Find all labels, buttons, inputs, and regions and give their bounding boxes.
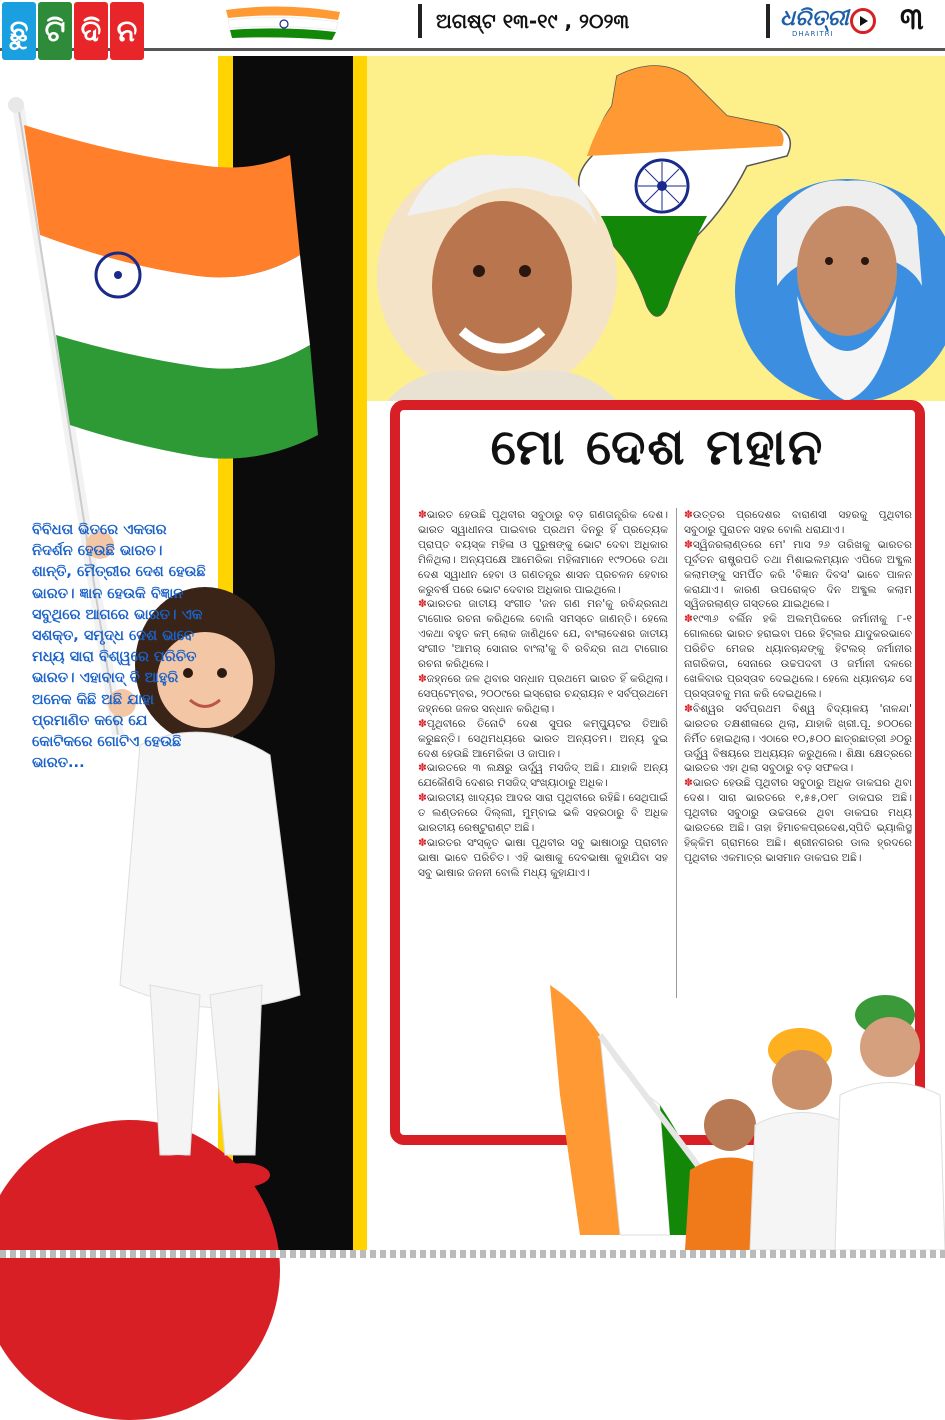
column-divider: [676, 508, 677, 998]
article-column-right: [684, 508, 912, 866]
article-paragraph: ✽ଭାରତ ହେଉଛି ପୃଥିବୀର ସବୁଠାରୁ ଅଧିକ ଡାକଘର ଥିବା ଦେଶ। ସାରା ଭାରତରେ ୧,୫୫,୦୧୮ ଡାକଘର ଅଛି। ପୃଥିବୀର ସବୁଠାରୁ ଉଚ୍ଚତାରେ ଥିବା ଡାକଘର ମଧ୍ୟ ଭାରତରେ ଅଛି। ତାହା ହିମାଚଳପ୍ରଦେଶ,ସ୍ପିତି ଭ୍ୟାଲିସ୍ଥ ହିକ୍କିମ ଗ୍ରାମରେ ଅଛି। ଶ୍ରୀନଗରର ଡାଲ ହ୍ରଦରେ ପୃଥିବୀର ଏକମାତ୍ର ଭାସମାନ ଡାକଘର ଅଛି।: [684, 777, 912, 864]
paper-logo: ଧରିତ୍ରୀ: [780, 6, 849, 31]
flower-bullet-icon: ✽: [684, 702, 693, 715]
page-header: [0, 0, 945, 51]
flower-bullet-icon: ✽: [418, 717, 427, 730]
decorative-yellow-band: [353, 56, 367, 1258]
brand-letter: ଦି: [74, 2, 108, 60]
article-paragraph: ✽ବିଶ୍ୱର ସର୍ବପ୍ରଥମ ବିଶ୍ୱ ବିଦ୍ୟାଳୟ 'ନାଳନ୍ଦା' ଭାରତର ତକ୍ଷଶୀଳାରେ ଥିଲା, ଯାହାକି ଖ୍ରୀ.ପୂ. ୭୦୦ରେ ନିର୍ମିତ ହୋଇଥିଲା। ଏଠାରେ ୧୦,୫୦୦ ଛାତ୍ରଛାତ୍ରୀ ୬୦ରୁ ଊର୍ଦ୍ଧ୍ୱ ବିଷୟରେ ଅଧ୍ୟୟନ କରୁଥିଲେ। ଶିକ୍ଷା କ୍ଷେତ୍ରରେ ଭାରତର ଏହା ଥିଲା ସବୁଠାରୁ ବଡ଼ ସଫଳତା।: [684, 702, 912, 775]
article-paragraph: ✽ଭାରତର ଜାତୀୟ ସଂଗୀତ 'ଜନ ଗଣ ମନ'କୁ ରବିନ୍ଦ୍ରନାଥ ଟାଗୋର ରଚନା କରିଥିଲେ ବୋଲି ସମସ୍ତେ ଜାଣନ୍ତି। ହେଲେ ଏକଥା ବହୁତ କମ୍ ଲୋକ ଜାଣିଥିବେ ଯେ, ବାଂଲାଦେଶର ଜାତୀୟ ସଂଗୀତ 'ଆମର୍ ସୋନାର ବାଂଲା'କୁ ବି ରବିନ୍ଦ୍ର ନାଥ ଟାଗୋର ରଚନା କରିଥିଲେ।: [418, 598, 668, 671]
bottom-border-strip: [0, 1250, 945, 1258]
flower-bullet-icon: ✽: [418, 672, 427, 685]
article-paragraph: ✽ଉତ୍ତର ପ୍ରଦେଶର ବାରାଣସୀ ସହରକୁ ପୃଥିବୀର ସବୁଠାରୁ ପୁରାତନ ସହର ବୋଲି ଧରାଯାଏ।: [684, 509, 912, 536]
flower-bullet-icon: ✽: [418, 509, 427, 521]
flower-bullet-icon: ✽: [684, 509, 693, 521]
paper-logo-sub: DHARITRI: [792, 30, 834, 38]
children-with-flag-illustration: [540, 975, 945, 1250]
side-quote: ବିବିଧତା ଭିତରେ ଏକତାର ନିଦର୍ଶନ ହେଉଛି ଭାରତ। ଶାନ୍ତି, ମୈତ୍ରୀର ଦେଶ ହେଉଛି ଭାରତ। ଜ୍ଞାନ ହେଉକି ବିଜ୍ଞାନ ସବୁଥିରେ ଆଗରେ ଭାରତ। ଏକ ସଶକ୍ତ, ସମୃଦ୍ଧ ଦେଶ ଭାବେ ମଧ୍ୟ ସାରା ବିଶ୍ୱରେ ପରିଚିତ ଭାରତ। ଏହାବାଦ୍ ବି ଆହୁରି ଅନେକ କିଛି ଅଛି ଯାହା ପ୍ରମାଣିତ କରେ ଯେ କୋଟିକରେ ଗୋଟିଏ ହେଉଛି ଭାରତ...: [32, 522, 206, 772]
article-paragraph: ✽ଜହ୍ନରେ ଜଳ ଥିବାର ସନ୍ଧାନ ପ୍ରଥମେ ଭାରତ ହିଁ କରିଥିଲା। ସେପ୍ଟେମ୍ବର, ୨୦୦୯ରେ ଇସ୍ରୋର ଚନ୍ଦ୍ରାୟନ ୧ ସର୍ବପ୍ରଥମେ ଜହ୍ନରେ ଜଳର ସନ୍ଧାନ କରିଥିଲା।: [418, 672, 668, 715]
brand-letter: ଛୁ: [2, 2, 36, 60]
issue-date: ଅଗଷ୍ଟ ୧୩-୧୯ , ୨୦୨୩: [418, 4, 770, 38]
flower-bullet-icon: ✽: [684, 613, 693, 626]
flower-bullet-icon: ✽: [418, 762, 427, 775]
article-paragraph: ✽ସ୍ୱିଜରଲାଣ୍ଡରେ ମେ' ମାସ ୨୬ ତାରିଖକୁ ଭାରତର ପୂର୍ବତନ ରାଷ୍ଟ୍ରପତି ତଥା ମିଶାଇଲମ୍ୟାନ ଏପିଜେ ଅବ୍ଦୁଲ କଲାମଙ୍କୁ ସମର୍ପିତ କରି 'ବିଜ୍ଞାନ ଦିବସ' ଭାବେ ପାଳନ କରାଯାଏ। କାରଣ ଉପରୋକ୍ତ ଦିନ ଅବ୍ଦୁଲ କଲାମ ସ୍ୱିଜରଲାଣ୍ଡ ଗସ୍ତରେ ଯାଇଥିଲେ।: [684, 538, 912, 611]
flower-bullet-icon: ✽: [684, 777, 693, 790]
flower-bullet-icon: ✽: [418, 598, 427, 611]
article-column-left: [418, 508, 668, 881]
article-paragraph: ✽ଭାରତୀୟ ଖାଦ୍ୟର ଆଦର ସାରା ପୃଥିବୀରେ ରହିଛି। ସେଥିପାଇଁ ତ ଲଣ୍ଡନରେ ଦିଲ୍ଲୀ, ମୁମ୍ବାଇ ଭଳି ସହରଠାରୁ ବି ଅଧିକ ଭାରତୀୟ ରେଷ୍ଟୁରାଣ୍ଟ ଅଛି।: [418, 792, 668, 835]
article-paragraph: ✽୧୯୩୬ ବର୍ଲିନ ହକି ଅଲମ୍ପିକରେ ଜର୍ମାନୀକୁ ୮-୧ ଗୋଲରେ ଭାରତ ହରାଇବା ପରେ ହିଟ୍ଲର ଯାଦୁକରଭାବେ ପରିଚିତ ମେଜର ଧ୍ୟାନଚାନ୍ଦଙ୍କୁ ହିଟଲର୍ ଜର୍ମାନୀର ନାଗରିକତା, ସେନାରେ ଉଚ୍ଚପଦବୀ ଓ ଜର୍ମାନୀ ଦଳରେ ଖେଳିବାର ପ୍ରସ୍ତାବ ଦେଇଥିଲେ। ହେଲେ ଧ୍ୟାନଚାନ୍ଦ ସେ ପ୍ରସ୍ତାବକୁ ମନା କରି ଦେଇଥିଲେ।: [684, 613, 912, 700]
flower-bullet-icon: ✽: [418, 836, 427, 849]
flag-brush-icon: [222, 4, 344, 44]
article-paragraph: ✽ଭାରତରେ ୩ ଲକ୍ଷରୁ ଊର୍ଦ୍ଧ୍ୱ ମସଜିଦ୍ ଅଛି। ଯାହାକି ଅନ୍ୟ ଯେକୌଣସି ଦେଶର ମସଜିଦ୍ ସଂଖ୍ୟାଠାରୁ ଅଧିକ।: [418, 762, 668, 790]
article-paragraph: ✽ଭାରତ ହେଉଛି ପୃଥିବୀର ସବୁଠାରୁ ବଡ଼ ଗଣତାନ୍ତ୍ରିକ ଦେଶ। ଭାରତ ସ୍ୱାଧୀନତା ପାଇବାର ପ୍ରଥମ ଦିନରୁ ହିଁ ପ୍ରତ୍ୟେକ ପ୍ରାପ୍ତ ବୟସ୍କ ମହିଳା ଓ ପୁରୁଷଙ୍କୁ ଭୋଟ ଦେବା ଅଧିକାର ମିଳିଥିଲା। ଅନ୍ୟପକ୍ଷେ ଆମେରିକା ମହିଳାମାନେ ୧୯୨୦ରେ ତଥା ଦେଶ ସ୍ୱାଧୀନ ହେବା ଓ ଗଣତନ୍ତ୍ର ଶାସନ ପ୍ରଚଳନ ହେବାର କରୁବର୍ଷ ପରେ ଭୋଟ ଦେବାର ଅଧିକାର ପାଇଥିଲେ।: [418, 509, 668, 596]
flower-bullet-icon: ✽: [418, 792, 427, 805]
brand-letter: ନ: [110, 2, 144, 60]
page-number: ୩: [900, 2, 924, 37]
article-paragraph: ✽ଭାରତର ସଂସ୍କୃତ ଭାଷା ପୃଥିବୀର ସବୁ ଭାଷାଠାରୁ ପ୍ରାଚୀନ ଭାଷା ଭାବେ ପରିଚିତ। ଏହି ଭାଷାକୁ ଦେବଭାଷା କୁହାଯିବା ସହ ସବୁ ଭାଷାର ଜନନୀ ବୋଲି ମଧ୍ୟ କୁହାଯାଏ।: [418, 836, 668, 879]
play-icon: [850, 8, 876, 34]
article-paragraph: ✽ପୃଥିବୀରେ ତିନୋଟି ଦେଶ ସୁପର କମ୍ପ୍ୟୁଟର ତିଆରି କରୁଛନ୍ତି। ସେଥିମଧ୍ୟରେ ଭାରତ ଅନ୍ୟତମ। ଅନ୍ୟ ଦୁଇ ଦେଶ ହେଉଛି ଆମେରିକା ଓ ଜାପାନ।: [418, 717, 668, 760]
leaders-and-map-illustration: [367, 56, 945, 401]
brand-letter: ଟି: [38, 2, 72, 60]
article-title: ମୋ ଦେଶ ମହାନ: [490, 418, 825, 476]
flower-bullet-icon: ✽: [684, 538, 693, 551]
